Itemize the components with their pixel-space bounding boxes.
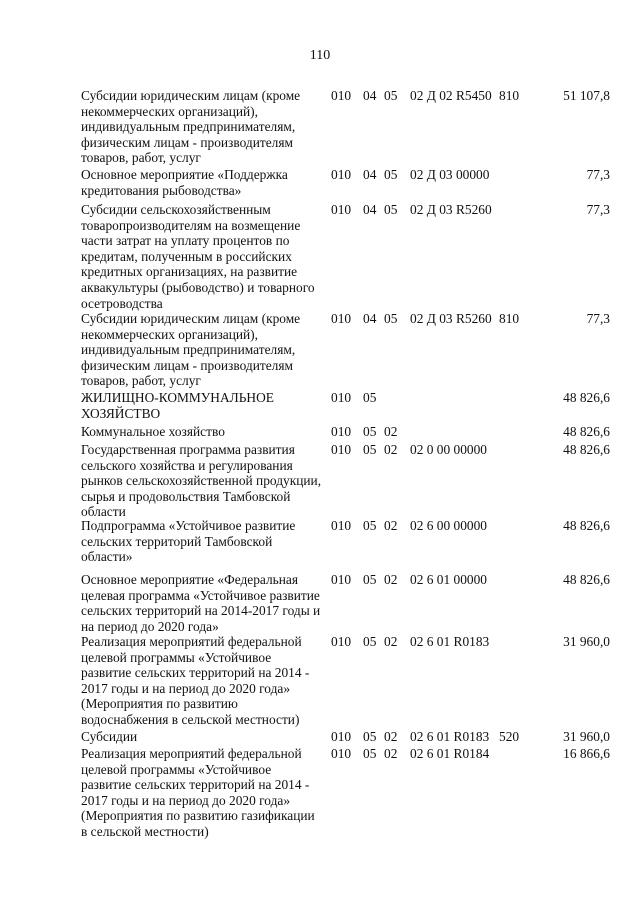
code-admin: 010 xyxy=(331,518,352,533)
row-name-line: сельского хозяйства и регулирования xyxy=(81,457,293,473)
row-name-line: (Мероприятия по развитию газификации xyxy=(81,808,315,824)
row-name-line: развитие сельских территорий на 2014 - xyxy=(81,777,310,793)
code-subsection: 05 xyxy=(384,202,398,217)
amount: 48 826,6 xyxy=(563,442,610,457)
code-expense-type: 810 xyxy=(499,88,520,103)
row-name-line: товаров, работ, услуг xyxy=(81,373,201,389)
code-admin: 010 xyxy=(331,746,352,761)
code-section: 05 xyxy=(363,424,377,439)
amount: 48 826,6 xyxy=(563,572,610,587)
code-section: 05 xyxy=(363,746,377,761)
row-name-line: кредитных организациях, на развитие xyxy=(81,264,298,280)
row-name xyxy=(81,442,326,520)
row-name-line: Основное мероприятие «Поддержка xyxy=(81,167,288,182)
amount: 48 826,6 xyxy=(563,518,610,533)
row-name-line: индивидуальным предпринимателям, xyxy=(81,119,296,135)
row-name xyxy=(81,746,326,840)
row-name-line: Субсидии юридическим лицам (кроме xyxy=(81,88,301,103)
code-section: 05 xyxy=(363,729,377,744)
row-name-line: Коммунальное хозяйство xyxy=(81,424,225,439)
code-subsection: 02 xyxy=(384,729,398,744)
amount: 16 866,6 xyxy=(563,746,610,761)
code-section: 05 xyxy=(363,572,377,587)
row-name-line: сельских территорий на 2014-2017 годы и xyxy=(81,603,321,619)
code-section: 05 xyxy=(363,634,377,649)
code-subsection: 05 xyxy=(384,167,398,182)
code-subsection: 02 xyxy=(384,424,398,439)
row-name-line: товаров, работ, услуг xyxy=(81,150,201,166)
row-name-line: Реализация мероприятий федеральной xyxy=(81,634,302,649)
row-name-line: аквакультуры (рыбоводство) и товарного xyxy=(81,279,315,295)
row-name-line: Субсидии xyxy=(81,729,138,744)
amount: 77,3 xyxy=(586,311,610,326)
row-name-line: индивидуальным предпринимателям, xyxy=(81,342,296,358)
row-name-line: ЖИЛИЩНО-КОММУНАЛЬНОЕ xyxy=(81,390,274,405)
code-target-article: 02 6 01 00000 xyxy=(410,572,487,587)
code-expense-type: 810 xyxy=(499,311,520,326)
page-number: 110 xyxy=(309,48,331,63)
row-name-line: 2017 годы и на период до 2020 года» xyxy=(81,680,291,696)
code-admin: 010 xyxy=(331,88,352,103)
code-target-article: 02 6 00 00000 xyxy=(410,518,487,533)
row-name-line: Субсидии сельскохозяйственным xyxy=(81,202,271,217)
code-target-article: 02 0 00 00000 xyxy=(410,442,487,457)
row-name-line: ХОЗЯЙСТВО xyxy=(81,405,161,421)
row-name xyxy=(81,202,326,311)
row-name xyxy=(81,311,326,389)
code-target-article: 02 6 01 R0184 xyxy=(410,746,490,761)
row-name xyxy=(81,167,326,198)
row-name-line: развитие сельских территорий на 2014 - xyxy=(81,665,310,681)
amount: 77,3 xyxy=(586,167,610,182)
code-section: 04 xyxy=(363,202,377,217)
code-section: 04 xyxy=(363,167,377,182)
row-name-line: в сельской местности) xyxy=(81,823,209,839)
row-name xyxy=(81,424,326,440)
code-subsection: 02 xyxy=(384,746,398,761)
row-name-line: Субсидии юридическим лицам (кроме xyxy=(81,311,301,326)
row-name-line: Реализация мероприятий федеральной xyxy=(81,746,302,761)
amount: 31 960,0 xyxy=(563,634,610,649)
row-name-line: некоммерческих организаций), xyxy=(81,326,258,342)
row-name-line: целевой программы «Устойчивое xyxy=(81,761,272,777)
row-name-line: части затрат на уплату процентов по xyxy=(81,233,290,249)
amount: 31 960,0 xyxy=(563,729,610,744)
code-admin: 010 xyxy=(331,390,352,405)
code-target-article: 02 Д 02 R5450 xyxy=(410,88,492,103)
row-name xyxy=(81,390,326,421)
code-admin: 010 xyxy=(331,202,352,217)
row-name xyxy=(81,88,326,166)
code-subsection: 05 xyxy=(384,311,398,326)
row-name-line: осетроводства xyxy=(81,295,163,311)
code-subsection: 02 xyxy=(384,634,398,649)
code-section: 04 xyxy=(363,311,377,326)
row-name-line: (Мероприятия по развитию xyxy=(81,696,238,712)
code-subsection: 05 xyxy=(384,88,398,103)
row-name-line: области» xyxy=(81,549,133,565)
code-admin: 010 xyxy=(331,572,352,587)
amount: 51 107,8 xyxy=(563,88,610,103)
code-target-article: 02 Д 03 R5260 xyxy=(410,311,492,326)
code-section: 05 xyxy=(363,518,377,533)
row-name-line: некоммерческих организаций), xyxy=(81,103,258,119)
code-section: 05 xyxy=(363,390,377,405)
code-admin: 010 xyxy=(331,167,352,182)
row-name-line: кредитам, полученным в российских xyxy=(81,248,292,264)
row-name-line: рынков сельскохозяйственной продукции, xyxy=(81,473,322,489)
code-admin: 010 xyxy=(331,729,352,744)
row-name-line: Подпрограмма «Устойчивое развитие xyxy=(81,518,296,533)
row-name-line: 2017 годы и на период до 2020 года» xyxy=(81,792,291,808)
row-name xyxy=(81,518,326,565)
code-subsection: 02 xyxy=(384,442,398,457)
row-name-line: физическим лицам - производителям xyxy=(81,357,293,373)
row-name-line: кредитования рыбоводства» xyxy=(81,182,242,198)
code-target-article: 02 Д 03 R5260 xyxy=(410,202,492,217)
row-name xyxy=(81,572,326,634)
row-name-line: области xyxy=(81,504,126,520)
row-name-line: целевой программы «Устойчивое xyxy=(81,649,272,665)
code-target-article: 02 Д 03 00000 xyxy=(410,167,490,182)
code-admin: 010 xyxy=(331,634,352,649)
code-admin: 010 xyxy=(331,424,352,439)
row-name-line: Государственная программа развития xyxy=(81,442,295,457)
amount: 48 826,6 xyxy=(563,424,610,439)
code-expense-type: 520 xyxy=(499,729,520,744)
code-subsection: 02 xyxy=(384,518,398,533)
code-admin: 010 xyxy=(331,311,352,326)
code-section: 05 xyxy=(363,442,377,457)
amount: 48 826,6 xyxy=(563,390,610,405)
row-name xyxy=(81,634,326,728)
code-target-article: 02 6 01 R0183 xyxy=(410,729,490,744)
row-name-line: сельских территорий Тамбовской xyxy=(81,533,273,549)
row-name-line: сырья и продовольствия Тамбовской xyxy=(81,488,291,504)
row-name-line: товаропроизводителям на возмещение xyxy=(81,217,301,233)
row-name-line: целевая программа «Устойчивое развитие xyxy=(81,587,320,603)
code-section: 04 xyxy=(363,88,377,103)
code-subsection: 02 xyxy=(384,572,398,587)
row-name-line: физическим лицам - производителям xyxy=(81,134,293,150)
row-name-line: водоснабжения в сельской местности) xyxy=(81,711,300,727)
code-target-article: 02 6 01 R0183 xyxy=(410,634,490,649)
row-name-line: на период до 2020 года» xyxy=(81,618,219,634)
code-admin: 010 xyxy=(331,442,352,457)
row-name xyxy=(81,729,326,745)
row-name-line: Основное мероприятие «Федеральная xyxy=(81,572,299,587)
amount: 77,3 xyxy=(586,202,610,217)
